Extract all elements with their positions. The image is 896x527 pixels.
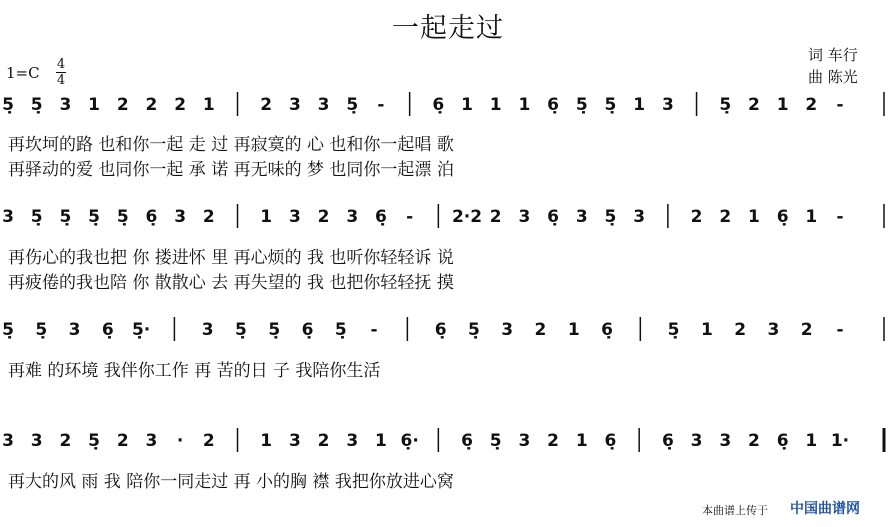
note: 6̣ (601, 320, 613, 340)
note: 2 (805, 95, 818, 115)
note: 6̣ (301, 320, 314, 340)
site-brand-text: 中国曲谱网 (790, 501, 860, 517)
note: 1 (489, 95, 502, 115)
note: - (836, 95, 844, 115)
note: 3 (575, 207, 588, 227)
lyric-line: 再疲倦的我也陪 你 散散心 去 再失望的 我 也把你轻轻抚 摸 (8, 273, 454, 293)
note: 5̣ (575, 95, 588, 115)
note: 3 (59, 95, 72, 115)
note: 5̣ (667, 320, 680, 340)
song-title: 一起走过 (392, 13, 504, 44)
composer-credit: 曲 陈光 (808, 68, 858, 86)
note: 3 (633, 207, 646, 227)
note: 3 (68, 320, 81, 340)
note: - (836, 320, 844, 340)
note: 1· (830, 431, 850, 451)
note: 2 (116, 95, 129, 115)
note: 1 (633, 95, 646, 115)
note: 3 (288, 207, 301, 227)
note: 1 (805, 207, 818, 227)
note: 2 (59, 431, 72, 451)
note: 1 (700, 320, 713, 340)
note: 6̣ (461, 431, 473, 451)
note: 3 (30, 431, 43, 451)
note: 2 (489, 207, 502, 227)
note: 6̣ (101, 320, 114, 340)
site-brand (790, 498, 860, 518)
note: - (836, 207, 844, 227)
note: 6̣ (547, 207, 560, 227)
note: 5̣ (604, 207, 617, 227)
note: 1 (575, 431, 588, 451)
note: 3 (201, 320, 214, 340)
note: 3 (690, 431, 703, 451)
note: 1 (776, 95, 789, 115)
note: 6̣ (145, 207, 158, 227)
note: 5̣ (719, 95, 732, 115)
lyric-line: 再难 的环境 我伴你工作 再 苦的日 子 我陪你生活 (8, 361, 381, 381)
note: 2 (734, 320, 747, 340)
note: 5̣ (334, 320, 347, 340)
note: 3 (661, 95, 674, 115)
lyric-line: 再大的风 雨 我 陪你一同走过 再 小的胸 襟 我把你放进心窝 (8, 472, 454, 492)
note: 2 (317, 207, 330, 227)
note: 3 (145, 431, 158, 451)
note: 2 (145, 95, 158, 115)
note: 2 (534, 320, 547, 340)
note: 5̣ (116, 207, 129, 227)
note: 6̣· (400, 431, 419, 451)
note: 5̣ (88, 431, 100, 451)
time-signature (56, 58, 66, 87)
note: 1 (518, 95, 531, 115)
note: 5̣ (30, 95, 43, 115)
note: 3 (501, 320, 514, 340)
note: 3 (288, 95, 301, 115)
note: 2 (800, 320, 813, 340)
note: 5̣ (59, 207, 72, 227)
note: 6̣ (604, 431, 617, 451)
note: 6̣ (432, 95, 445, 115)
note: 5̣ (35, 320, 48, 340)
time-signature-bottom: 4 (56, 73, 66, 88)
note: 1 (260, 431, 273, 451)
note: 5̣ (489, 431, 502, 451)
note: 5̣· (131, 320, 151, 340)
key-signature: 1=C (6, 64, 40, 82)
time-signature-top: 4 (56, 57, 66, 72)
note: 2 (748, 431, 760, 451)
note: 3 (346, 431, 359, 451)
note: 3 (317, 95, 330, 115)
note: - (406, 207, 414, 227)
note: 6̣ (661, 431, 674, 451)
note: 2 (748, 95, 760, 115)
note: 5̣ (2, 320, 14, 340)
note: 6̣ (375, 207, 387, 227)
note: 1 (748, 207, 760, 227)
note: - (370, 320, 378, 340)
note: 5̣ (604, 95, 617, 115)
note: 3 (346, 207, 359, 227)
note: 2 (719, 207, 732, 227)
lyric-line: 再伤心的我也把 你 搂进怀 里 再心烦的 我 也听你轻轻诉 说 (8, 248, 454, 268)
note: 2 (260, 95, 273, 115)
lyricist-credit: 词 车行 (808, 46, 858, 64)
note: 3 (2, 431, 14, 451)
footer-note: 本曲谱上传于 (702, 504, 768, 517)
note: 5̣ (467, 320, 480, 340)
note: · (176, 431, 184, 451)
note: 5̣ (346, 95, 359, 115)
note: 2 (174, 95, 187, 115)
note: 1 (805, 431, 818, 451)
note: 6̣ (434, 320, 447, 340)
note: 3 (174, 207, 187, 227)
note: 5̣ (268, 320, 281, 340)
lyric-line: 再坎坷的路 也和你一起 走 过 再寂寞的 心 也和你一起唱 歌 (8, 135, 454, 155)
note: 2 (202, 431, 215, 451)
note: 1 (202, 95, 215, 115)
note: 6̣ (547, 95, 560, 115)
note: 1 (375, 431, 387, 451)
note: 3 (719, 431, 732, 451)
note: 1 (88, 95, 100, 115)
note: 2 (202, 207, 215, 227)
note: 2 (317, 431, 330, 451)
note: 2 (690, 207, 703, 227)
note: 2 (547, 431, 560, 451)
note: 1 (260, 207, 273, 227)
note: 3 (288, 431, 301, 451)
note: 5̣ (30, 207, 43, 227)
note: 3 (767, 320, 780, 340)
note: 3 (518, 207, 531, 227)
note: 2·2 (451, 207, 483, 227)
note: - (377, 95, 385, 115)
note: 3 (2, 207, 14, 227)
note: 5̣ (88, 207, 100, 227)
note: 6̣ (776, 431, 789, 451)
note: 2 (116, 431, 129, 451)
note: 1 (461, 95, 473, 115)
note: 6̣ (776, 207, 789, 227)
lyric-line: 再驿动的爱 也同你一起 承 诺 再无味的 梦 也同你一起漂 泊 (8, 160, 454, 180)
note: 3 (518, 431, 531, 451)
note: 5̣ (2, 95, 14, 115)
note: 1 (567, 320, 580, 340)
note: 5̣ (235, 320, 247, 340)
